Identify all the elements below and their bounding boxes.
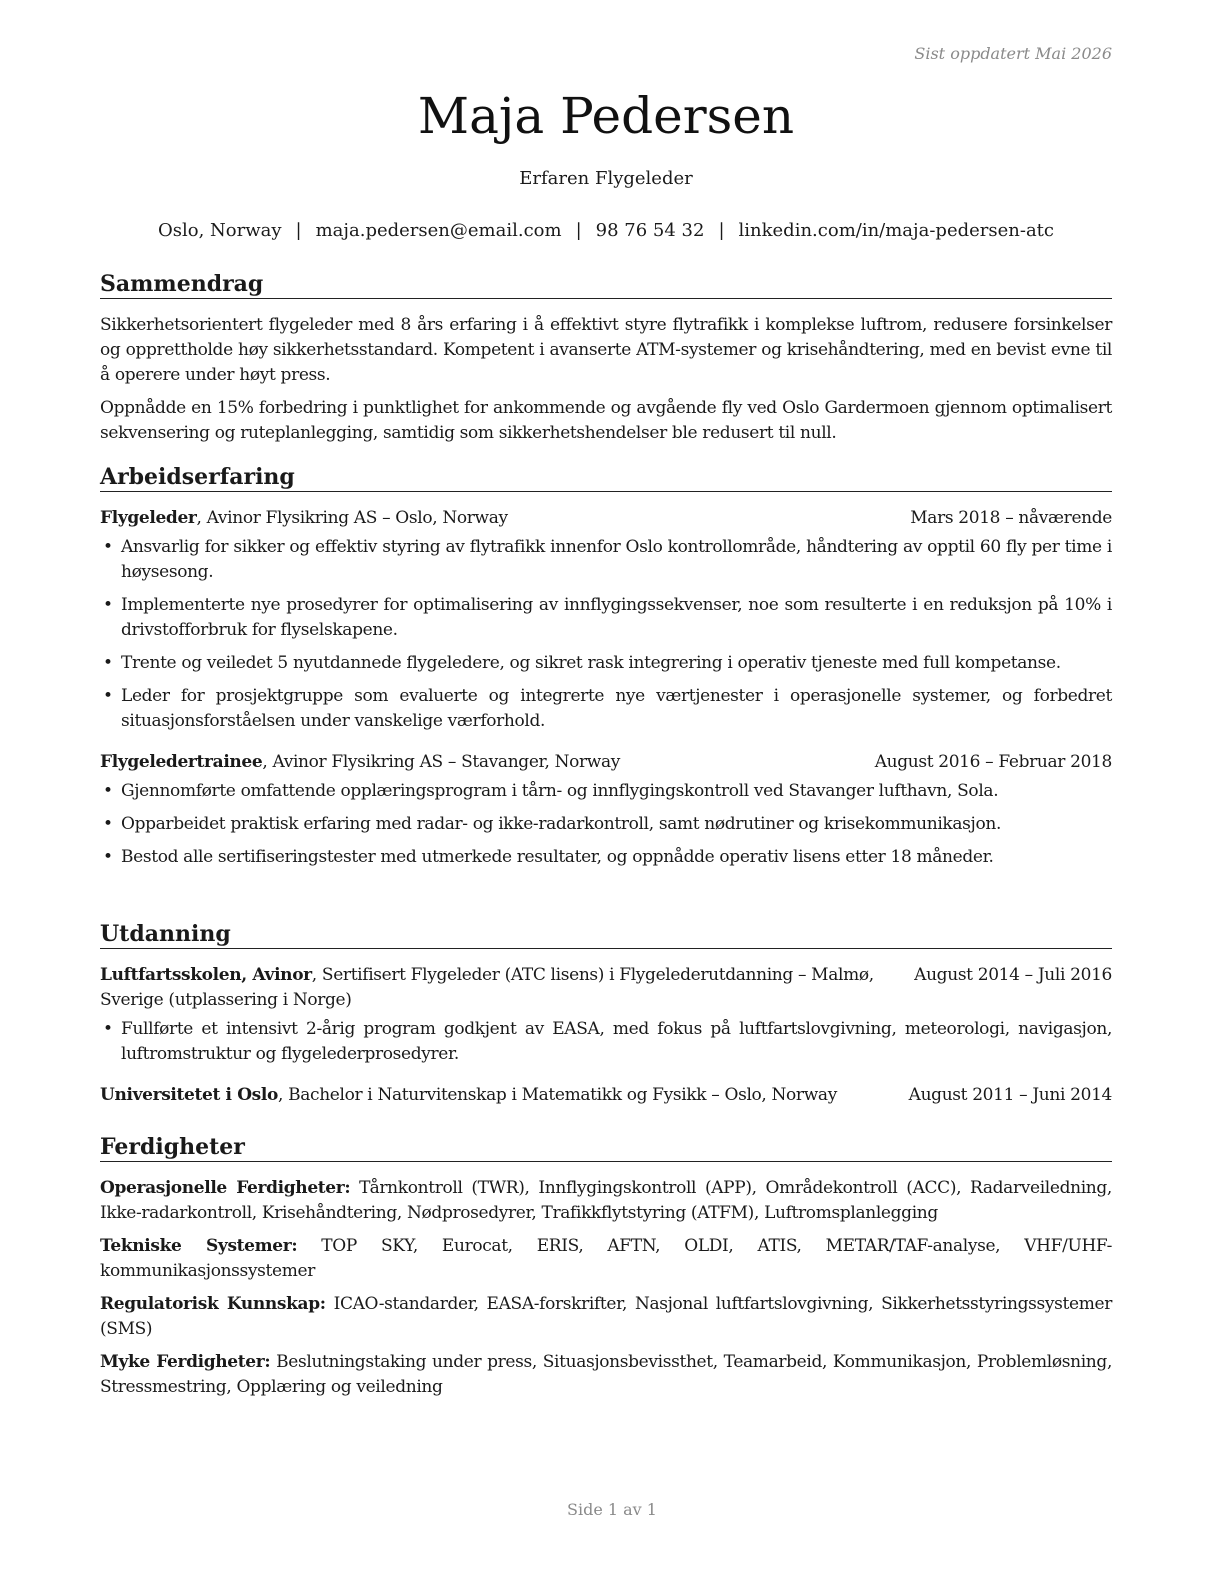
summary-paragraph: Sikkerhetsorientert flygeleder med 8 års erfaring i å effektivt styre flytrafikk i komplekse luftrom, redusere forsinkelser og opprettholde høy sikkerhetsstandard. Kompetent i avanserte ATM-systemer og krisehåndtering, med en bevist evne til å operere under høyt press.: [100, 315, 1112, 385]
bullet-icon: •: [103, 781, 113, 801]
bullet-icon: •: [103, 537, 113, 557]
bullet-icon: •: [103, 847, 113, 867]
job-entry: [100, 506, 1112, 734]
education-header: [100, 1083, 1112, 1108]
skill-label: Operasjonelle Ferdigheter:: [100, 1178, 351, 1198]
education-entry: [100, 963, 1112, 1067]
bullet-icon: •: [103, 1019, 113, 1039]
list-item: • Bestod alle sertifiseringstester med utmerkede resultater, og oppnådde operativ lisens etter 18 måneder.: [100, 845, 1112, 870]
skill-text: Tårnkontroll (TWR), Innflygingskontroll (APP), Områdekontroll (ACC), Radarveiledning, Ikke-radarkontroll, Krisehåndtering, Nødprosedyrer, Trafikkflytstyring (ATFM), Luftromsplanlegging: [100, 1178, 1112, 1223]
bullet-icon: •: [103, 686, 113, 706]
bullet-icon: •: [103, 814, 113, 834]
bullet-icon: •: [103, 653, 113, 673]
job-role: Flygeleder: [100, 508, 197, 528]
page-number: Side 1 av 1: [567, 1500, 657, 1519]
job-header: [100, 750, 1112, 775]
skill-label: Myke Ferdigheter:: [100, 1352, 271, 1372]
job-org: , Avinor Flysikring AS – Stavanger, Norway: [262, 752, 620, 772]
job-bullets: [100, 779, 1112, 870]
list-item: • Ansvarlig for sikker og effektiv styring av flytrafikk innenfor Oslo kontrollområde, håndtering av opptil 60 fly per time i høysesong.: [103, 537, 1112, 582]
skill-text: Beslutningstaking under press, Situasjonsbevissthet, Teamarbeid, Kommunikasjon, Problemløsning, Stressmestring, Opplæring og veiledning: [100, 1352, 1112, 1397]
skill-group: [100, 1176, 1112, 1226]
list-item: • Fullførte et intensivt 2-årig program godkjent av EASA, med fokus på luftfartslovgivning, meteorologi, navigasjon, luftromstruktur og flygelederprosedyrer.: [103, 1019, 1112, 1064]
education-school: Luftfartsskolen, Avinor: [100, 965, 312, 985]
section-title-education: Utdanning: [100, 920, 1112, 949]
education-header: [100, 963, 1112, 1013]
section-title-skills: Ferdigheter: [100, 1133, 1112, 1162]
contact-line: [100, 219, 1112, 243]
skill-text: ICAO-standarder, EASA-forskrifter, Nasjonal luftfartslovgivning, Sikkerhetsstyringssystemer (SMS): [100, 1294, 1112, 1339]
list-item: • Leder for prosjektgruppe som evaluerte og integrerte nye værtjenester i operasjonelle systemer, og forbedret situasjonsforståelsen under vanskelige værforhold.: [103, 686, 1112, 731]
job-entry: [100, 750, 1112, 870]
candidate-name: Maja Pedersen: [417, 87, 795, 145]
contact-phone: 98 76 54 32: [595, 220, 705, 241]
education-detail: , Sertifisert Flygeleder (ATC lisens) i Flygelederutdanning – Malmø, Sverige (utplassering i Norge): [100, 965, 874, 1010]
skill-group: [100, 1234, 1112, 1284]
list-item: • Gjennomførte omfattende opplæringsprogram i tårn- og innflygingskontroll ved Stavanger lufthavn, Sola.: [100, 779, 1112, 804]
skill-text: TOP SKY, Eurocat, ERIS, AFTN, OLDI, ATIS, METAR/TAF-analyse, VHF/UHF-kommunikasjonssystemer: [100, 1236, 1113, 1281]
list-item: • Implementerte nye prosedyrer for optimalisering av innflygingssekvenser, noe som resulterte i en reduksjon på 10% i drivstofforbruk for flyselskapene.: [103, 595, 1112, 640]
education-dates: August 2014 – Juli 2016: [914, 965, 1112, 985]
section-title-experience: Arbeidserfaring: [100, 463, 1112, 492]
summary-paragraph: Oppnådde en 15% forbedring i punktlighet for ankommende og avgående fly ved Oslo Gardermoen gjennom optimalisert sekvensering og ruteplanlegging, samtidig som sikkerhetshendelser ble redusert til null.: [100, 398, 1112, 443]
job-bullets: [100, 535, 1112, 734]
skill-group: [100, 1350, 1112, 1400]
last-updated: Sist oppdatert Mai 2026: [914, 44, 1112, 63]
contact-separator: |: [575, 220, 582, 241]
summary-section: [100, 270, 1112, 454]
skill-group: [100, 1292, 1112, 1342]
contact-linkedin[interactable]: linkedin.com/in/maja-pedersen-atc: [738, 220, 1054, 241]
candidate-role: Erfaren Flygeleder: [519, 168, 693, 189]
job-role: Flygeledertrainee: [100, 752, 263, 772]
job-dates: Mars 2018 – nåværende: [910, 508, 1112, 528]
skill-label: Regulatorisk Kunnskap:: [100, 1294, 326, 1314]
contact-separator: |: [295, 220, 302, 241]
contact-separator: |: [718, 220, 725, 241]
list-item: • Opparbeidet praktisk erfaring med radar- og ikke-radarkontroll, samt nødrutiner og krisekommunikasjon.: [100, 812, 1112, 837]
education-bullets: [100, 1017, 1112, 1067]
contact-email[interactable]: maja.pedersen@email.com: [315, 220, 562, 241]
job-org: , Avinor Flysikring AS – Oslo, Norway: [196, 508, 508, 528]
job-dates: August 2016 – Februar 2018: [874, 752, 1112, 772]
list-item: • Trente og veiledet 5 nyutdannede flygeledere, og sikret rask integrering i operativ tjeneste med full kompetanse.: [100, 651, 1112, 676]
education-school: Universitetet i Oslo: [100, 1085, 278, 1105]
skills-section: [100, 1133, 1112, 1408]
experience-section: [100, 463, 1112, 878]
education-dates: August 2011 – Juni 2014: [908, 1085, 1112, 1105]
bullet-icon: •: [103, 595, 113, 615]
section-title-summary: Sammendrag: [100, 270, 1112, 299]
education-section: [100, 920, 1112, 1108]
contact-location: Oslo, Norway: [158, 220, 282, 241]
job-header: [100, 506, 1112, 531]
education-entry: [100, 1083, 1112, 1108]
education-detail: , Bachelor i Naturvitenskap i Matematikk og Fysikk – Oslo, Norway: [277, 1085, 837, 1105]
skill-label: Tekniske Systemer:: [100, 1236, 298, 1256]
